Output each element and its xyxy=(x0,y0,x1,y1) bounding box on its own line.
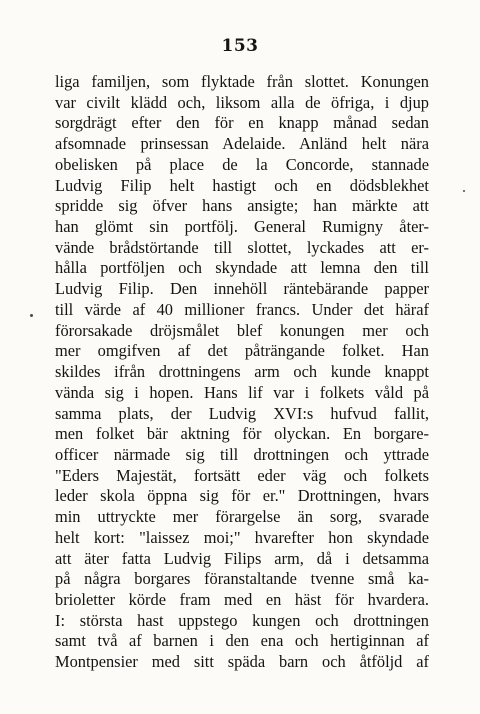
text-line: mer omgifven af det påträngande folket. Han xyxy=(55,341,429,361)
text-line: obelisken på place de la Concorde, stannade xyxy=(55,154,429,174)
text-line: var civilt klädd och, liksom alla de öfriga, i djup xyxy=(55,92,429,112)
text-line: vände brådstörtande till slottet, lyckades att er- xyxy=(55,237,429,257)
text-line: I: största hast uppstego kungen och drottningen xyxy=(55,610,429,630)
text-line: sorgdrägt efter den för en knapp månad sedan xyxy=(55,113,429,133)
text-line: att äter fatta Ludvig Filips arm, då i detsamma xyxy=(55,548,429,568)
text-line: han glömt sin portfölj. General Rumigny åter- xyxy=(55,217,429,237)
text-line: "Eders Majestät, fortsätt eder väg och folkets xyxy=(55,465,429,485)
text-line: afsomnade prinsessan Adelaide. Anländ helt nära xyxy=(55,134,429,154)
text-line: Montpensier med sitt späda barn och åtföljd af xyxy=(55,652,429,672)
text-line: samma plats, der Ludvig XVI:s hufvud fallit, xyxy=(55,403,429,423)
text-line: till värde af 40 millioner francs. Under det häraf xyxy=(55,299,429,319)
text-line: min uttryckte mer förargelse än sorg, svarade xyxy=(55,507,429,527)
text-line: samt två af barnen i den ena och hertiginnan af xyxy=(55,631,429,651)
scan-speck xyxy=(30,314,33,317)
text-line: men folket bär aktning för olyckan. En borgare- xyxy=(55,424,429,444)
text-line: helt kort: "laissez moi;" hvarefter hon skyndade xyxy=(55,527,429,547)
text-line: skildes ifrån drottningens arm och kunde knappt xyxy=(55,362,429,382)
text-line: hålla portföljen och skyndade att lemna den till xyxy=(55,258,429,278)
text-line: officer närmade sig till drottningen och yttrade xyxy=(55,444,429,464)
text-line: leder skola öppna sig för er." Drottningen, hvars xyxy=(55,486,429,506)
text-line: brioletter körde fram med en häst för hvardera. xyxy=(55,589,429,609)
page-body-text xyxy=(55,72,429,673)
text-line: Ludvig Filip. Den innehöll räntebärande papper xyxy=(55,279,429,299)
text-line: Ludvig Filip helt hastigt och en dödsblekhet xyxy=(55,175,429,195)
text-line: förorsakade dröjsmålet blef konungen mer och xyxy=(55,320,429,340)
text-line: liga familjen, som flyktade från slottet. Konungen xyxy=(55,72,429,91)
text-line: spridde sig öfver hans ansigte; han märkte att xyxy=(55,196,429,216)
text-line: vända sig i hopen. Hans lif var i folkets våld på xyxy=(55,382,429,402)
page-number: 153 xyxy=(221,36,259,56)
scan-speck xyxy=(463,190,465,192)
text-line: på några borgares föranstaltande tvenne små ka- xyxy=(55,569,429,589)
